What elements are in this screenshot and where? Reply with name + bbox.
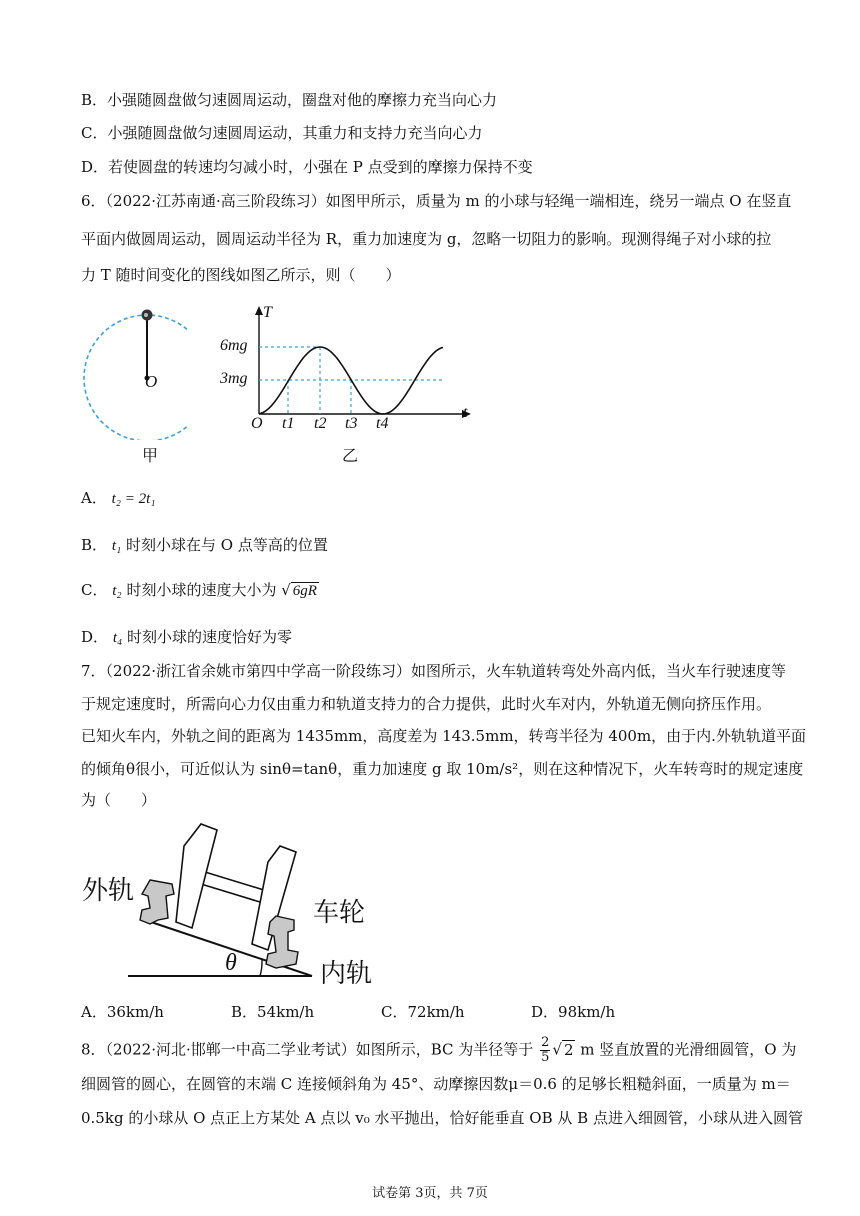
q7-option-a: A．36km/h: [81, 1003, 164, 1021]
q6-option-b-text: 时刻小球在与 O 点等高的位置: [125, 536, 328, 554]
q6-graph-x-tick-t2: t2: [314, 415, 327, 432]
q8-stem-line1-a: 8．（2022·河北·邯郸一中高二学业考试）如图所示，BC 为半径等于: [81, 1040, 534, 1059]
q6-graph-x-label: t: [463, 404, 468, 421]
q6-graph-y-tick-6mg: 6mg: [220, 337, 248, 354]
q6-graph-y-tick-3mg: 3mg: [220, 370, 248, 387]
q8-fraction-num: 2: [541, 1035, 550, 1050]
q5-option-b: B．小强随圆盘做匀速圆周运动，圈盘对他的摩擦力充当向心力: [81, 91, 498, 109]
q7-option-c: C．72km/h: [381, 1003, 465, 1021]
q8-fraction: [540, 1036, 550, 1065]
q6-option-d-label: D．: [81, 628, 109, 646]
q7-fig-outer-rail-label: 外轨: [82, 876, 135, 906]
q6-fig-yi-caption: 乙: [342, 446, 359, 465]
q8-stem-line1-b: m 竖直放置的光滑细圆管，O 为: [580, 1040, 797, 1059]
q6-option-d-text: 时刻小球的速度恰好为零: [126, 628, 292, 646]
q6-option-c-var: t₂: [112, 583, 122, 599]
q6-option-d-var: t₄: [112, 630, 123, 646]
q6-circle-center-label: O: [145, 372, 158, 391]
q6-option-c-label: C．: [81, 581, 108, 599]
q6-fig-jia-caption: 甲: [142, 446, 159, 465]
q6-option-b-label: B．: [81, 536, 108, 554]
q8-stem-line2: 细圆管的圆心，在圆管的末端 C 连接倾斜角为 45°、动摩擦因数μ＝0.6 的足够长粗糙斜面，一质量为 m＝: [81, 1075, 791, 1093]
q6-graph-x-tick-t4: t4: [376, 415, 389, 432]
q6-option-b: [81, 535, 328, 556]
q6-option-c-text: 时刻小球的速度大小为: [126, 581, 277, 599]
q7-option-b: B．54km/h: [231, 1003, 315, 1021]
q6-option-d: [81, 627, 292, 648]
q6-stem-line2: 平面内做圆周运动，圆周运动半径为 R，重力加速度为 g，忽略一切阻力的影响。现测得绳子对小球的拉: [81, 230, 772, 248]
q6-option-a-math: t₂ = 2t₁: [111, 491, 156, 507]
q7-fig-angle-label: θ: [225, 950, 237, 976]
q6-graph-origin-label: O: [251, 415, 263, 432]
q8-fraction-den: 5: [541, 1050, 550, 1065]
q6-option-c-math: 6gR: [292, 583, 317, 599]
q7-option-d: D．98km/h: [531, 1003, 616, 1021]
q7-stem-line1: 7．（2022·浙江省余姚市第四中学高一阶段练习）如图所示，火车轨道转弯处外高内低，当火车行驶速度等: [81, 662, 786, 680]
q6-stem-line3: 力 T 随时间变化的图线如图乙所示，则（ ）: [81, 266, 401, 284]
q6-option-a-label: A．: [81, 489, 107, 507]
q7-stem-line3: 已知火车内，外轨之间的距离为 1435mm，高度差为 143.5mm，转弯半径为 400m，由于内.外轨轨道平面: [81, 727, 806, 745]
q5-option-c: C．小强随圆盘做匀速圆周运动，其重力和支持力充当向心力: [81, 124, 483, 142]
q6-graph-x-tick-t3: t3: [345, 415, 358, 432]
q7-stem-line2: 于规定速度时，所需向心力仅由重力和轨道支持力的合力提供，此时火车对内，外轨道无侧向挤压作用。: [81, 695, 772, 713]
q7-stem-line4: 的倾角θ很小，可近似认为 sinθ=tanθ，重力加速度 g 取 10m/s²，则在这种情况下，火车转弯时的规定速度: [81, 760, 804, 778]
q5-option-d: D．若使圆盘的转速均匀减小时，小强在 P 点受到的摩擦力保持不变: [81, 158, 533, 176]
q7-fig-inner-rail-label: 内轨: [320, 959, 373, 989]
page-footer: 试卷第 3页，共 7页: [372, 1186, 488, 1201]
q8-stem-line1: 8．（2022·河北·邯郸一中高二学业考试）如图所示，BC 为半径等于 $\frac{2}{5}$ √ 2 m 竖直放置的光滑细圆管，O 为: [81, 1035, 797, 1065]
q7-fig-wheel-label: 车轮: [313, 898, 366, 928]
q8-stem-line3: 0.5kg 的小球从 O 点正上方某处 A 点以 v₀ 水平抛出，恰好能垂直 OB 从 B 点进入细圆管，小球从进入圆管: [81, 1109, 803, 1127]
q6-graph-x-tick-t1: t1: [282, 415, 295, 432]
q8-sqrt-value: 2: [563, 1040, 574, 1059]
q7-stem-line5: 为（ ）: [81, 791, 157, 809]
q6-option-a: [81, 488, 156, 509]
q6-graph-y-label: T: [263, 304, 272, 321]
q6-figure-circle: [78, 300, 188, 440]
q6-option-b-var: t₁: [111, 538, 122, 554]
q6-stem-line1: 6．（2022·江苏南通·高三阶段练习）如图甲所示，质量为 m 的小球与轻绳一端相连，绕另一端点 O 在竖直: [81, 192, 792, 210]
q6-option-c: C． t₂ 时刻小球的速度大小为 √ 6gR: [81, 581, 317, 599]
